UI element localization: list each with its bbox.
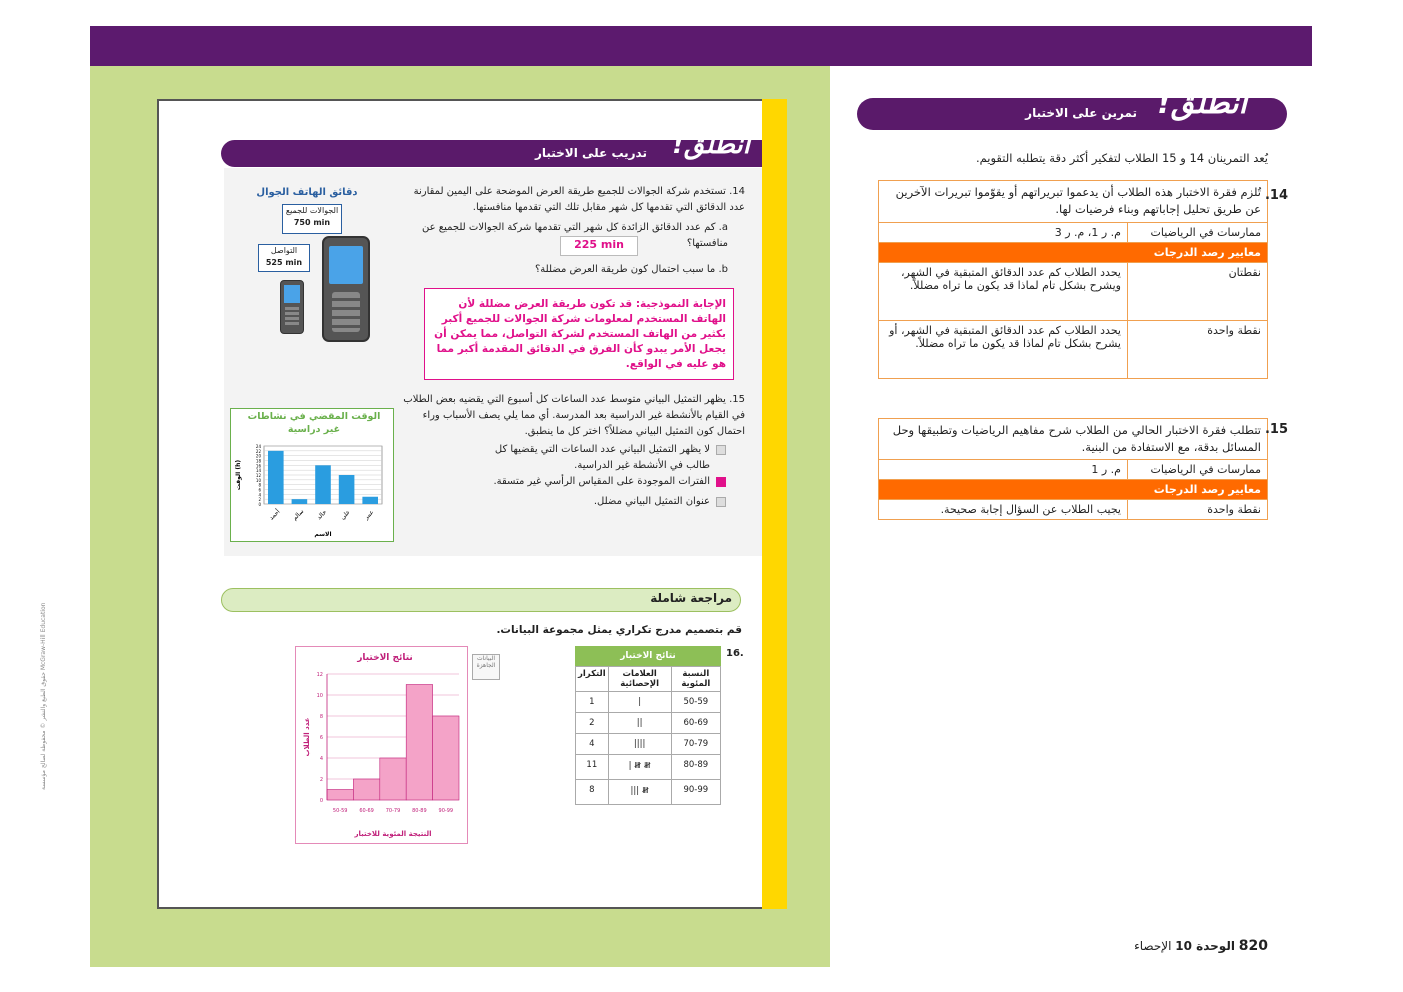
phone-small-value: 525 min: [265, 258, 303, 267]
exercise-description: تتطلب فقرة الاختبار الحالي من الطلاب شرح مفاهيم الرياضيات وتطبيقها وحل المسائل بدقة، مع الاستفادة من البنية.: [879, 419, 1268, 460]
intro-text: يُعد التمرينان 14 و 15 الطلاب لتفكير أكثر دقة يتطلبه التقويم.: [975, 151, 1268, 165]
table-cell-freq: 1: [576, 692, 609, 713]
bar: [353, 779, 379, 800]
rubric-title: معايير رصد الدرجات: [879, 243, 1268, 263]
y-tick-label: 0: [258, 502, 261, 507]
table-header: العلامات الإحصائية: [608, 667, 671, 692]
table-row: [576, 734, 721, 755]
phone-large-callout: [282, 204, 342, 234]
option-1: لا يظهر التمثيل البياني عدد الساعات التي يقضيها كل طالب في الأنشطة غير الدراسية.: [494, 444, 710, 471]
page-number: 820: [1238, 938, 1268, 954]
x-tick-label: 90-99: [438, 808, 454, 814]
bar: [380, 758, 406, 800]
table-header: النسبة المئوية: [671, 667, 720, 692]
top-band: [90, 26, 1312, 66]
rubric-score: نقطة واحدة: [1128, 500, 1268, 520]
banner-brand: انطلق!: [672, 130, 750, 160]
question-14a: a. كم عدد الدقائق الزائدة كل شهر التي تقدمها شركة الجوالات للجميع عن منافستها؟: [422, 222, 728, 249]
table-cell-tally: 𝍸 |||: [608, 780, 671, 805]
x-tick-label: علي: [339, 508, 352, 522]
y-tick-label: 8: [258, 482, 261, 488]
side-credit: حقوق الطبع والنشر © محفوظة لصالح مؤسسة McGraw-Hill Education: [40, 602, 47, 790]
question-16-number: 16.: [726, 648, 744, 659]
phone-small-callout: [258, 244, 310, 272]
x-tick-label: خالد: [315, 508, 329, 522]
activities-bar-chart: [232, 440, 392, 540]
phone-small-label: التواصل: [270, 246, 298, 255]
practice-label: ممارسات في الرياضيات: [1128, 460, 1268, 480]
bar: [315, 465, 331, 504]
y-tick-label: 20: [255, 453, 261, 459]
question-14: 14. تستخدم شركة الجوالات للجميع طريقة العرض الموضحة على اليمين لمقارنة عدد الدقائق التي تقدمها كل شهر مقابل تلك التي تقدمها منافستها.: [413, 186, 745, 213]
question-14b: b. ما سبب احتمال كون طريقة العرض مضللة؟: [534, 264, 728, 275]
banner-brand: انطلق!: [1157, 86, 1247, 121]
exercise-number: 15.: [1264, 422, 1288, 437]
phone-small-icon: [280, 280, 304, 334]
bar: [292, 499, 308, 504]
left-banner: [221, 130, 762, 167]
table-cell-tally: |: [608, 692, 671, 713]
x-tick-label: 50-59: [332, 808, 348, 814]
sticky-note: البيانات الجاهزة: [472, 654, 500, 680]
bar: [268, 451, 284, 504]
table-cell-range: 50-59: [671, 692, 720, 713]
y-axis-label: عدد الطلاب: [303, 717, 311, 757]
x-axis-label: النتيجة المئوية للاختبار: [354, 830, 432, 838]
x-tick-label: 80-89: [412, 808, 427, 814]
bar: [362, 497, 378, 504]
topic-label: الإحصاء: [1134, 939, 1172, 953]
results-table: [575, 646, 721, 805]
y-tick-label: 10: [255, 477, 261, 483]
practice-value: م. ر 1، م. ر 3: [879, 223, 1128, 243]
x-tick-label: أحمد: [268, 508, 282, 522]
y-tick-label: 12: [255, 473, 261, 478]
banner-text: تمرين على الاختبار: [1025, 106, 1137, 120]
table-cell-freq: 4: [576, 734, 609, 755]
table-cell-tally: ||: [608, 713, 671, 734]
review-title: مراجعة شاملة: [650, 591, 732, 605]
table-title: نتائج الاختبار: [575, 646, 721, 666]
table-header: التكرار: [576, 667, 609, 692]
y-tick-label: 16: [255, 463, 261, 469]
exercise-description: تُلزم فقرة الاختبار هذه الطلاب أن يدعموا تبريراتهم أو يقوّموا تبريرات الآخرين عن طريق تحليل إجاباتهم وبناء فرضيات لها.: [879, 181, 1268, 223]
table-row: [576, 755, 721, 780]
practice-value: م. ر 1: [879, 460, 1128, 480]
rubric-score: نقطتان: [1128, 263, 1268, 321]
rubric-desc: يحدد الطلاب كم عدد الدقائق المتبقية في الشهر، أو يشرح بشكل تام لماذا قد يكون ما تراه مضللاً.: [879, 321, 1128, 379]
x-tick-label: عمر: [363, 508, 376, 522]
table-row: [576, 692, 721, 713]
y-tick-label: 0: [319, 798, 323, 804]
model-answer: الإجابة النموذجية: قد تكون طريقة العرض مضللة لأن الهاتف المستخدم لمعلومات شركة الجوالات للجميع أكبر بكثير من الهاتف المستخدم لشركة التواصل، مما يمكن أن يجعل الأمر يبدو كأن الفرق في الدقائق المقدمة أكبر مما هو عليه في الواقع.: [434, 298, 726, 370]
option-checkbox-checked[interactable]: [716, 477, 726, 487]
table-row: [576, 780, 721, 805]
bar: [433, 716, 459, 800]
table-cell-freq: 11: [576, 755, 609, 780]
option-3: عنوان التمثيل البياني مضلل.: [593, 496, 710, 507]
y-tick-label: 14: [255, 468, 261, 474]
y-tick-label: 2: [258, 497, 261, 503]
option-checkbox[interactable]: [716, 497, 726, 507]
table-cell-range: 70-79: [671, 734, 720, 755]
table-cell-freq: 8: [576, 780, 609, 805]
y-tick-label: 18: [255, 458, 261, 464]
exercise-14-block: [856, 180, 1288, 379]
table-cell-freq: 2: [576, 713, 609, 734]
table-cell-tally: 𝍸 𝍸 |: [608, 755, 671, 780]
x-tick-label: 70-79: [385, 808, 401, 814]
phone-large-value: 750 min: [293, 218, 331, 227]
table-cell-range: 90-99: [671, 780, 720, 805]
y-tick-label: 4: [258, 492, 261, 498]
y-tick-label: 2: [319, 777, 323, 783]
histogram-title: نتائج الاختبار: [357, 653, 413, 663]
option-2: الفترات الموجودة على المقياس الرأسي غير متسقة.: [493, 476, 710, 487]
bar: [327, 790, 353, 801]
y-tick-label: 10: [316, 693, 323, 699]
table-cell-tally: ||||: [608, 734, 671, 755]
unit-label: الوحدة 10: [1175, 939, 1235, 953]
y-tick-label: 8: [319, 714, 323, 720]
review-instruction: قم بتصميم مدرج تكراري يمثل مجموعة البيانات.: [496, 624, 742, 636]
y-tick-label: 6: [258, 487, 261, 493]
rubric-desc: يحدد الطلاب كم عدد الدقائق المتبقية في الشهر، ويشرح بشكل تام لماذا قد يكون ما تراه مضللاً.: [879, 263, 1128, 321]
y-tick-label: 4: [319, 756, 323, 762]
table-cell-range: 60-69: [671, 713, 720, 734]
phone-large-label: الجوالات للجميع: [285, 206, 339, 215]
exercise-number: 14.: [1264, 188, 1288, 203]
y-tick-label: 24: [255, 444, 261, 449]
banner-text: تدريب على الاختبار: [534, 146, 647, 160]
exercise-15-block: [856, 418, 1288, 520]
table-row: [576, 713, 721, 734]
x-tick-label: سالم: [291, 507, 306, 522]
table-cell-range: 80-89: [671, 755, 720, 780]
rubric-desc: يجيب الطلاب عن السؤال إجابة صحيحة.: [879, 500, 1128, 520]
question-15: 15. يظهر التمثيل البياني متوسط عدد الساعات كل أسبوع التي يقضيه بعض الطلاب في القيام بالأنشطة غير الدراسية بعد المدرسة. أي مما يلي يصف الأسباب وراء احتمال كون التمثيل البياني مضللاً؟ اختر كل ما ينطبق.: [403, 394, 745, 437]
rubric-title: معايير رصد الدرجات: [879, 480, 1268, 500]
phone-large-icon: [322, 236, 370, 342]
bar: [339, 475, 355, 504]
phone-display-title: دقائق الهاتف الجوال: [256, 187, 358, 198]
right-banner: [857, 86, 1287, 130]
option-checkbox[interactable]: [716, 445, 726, 455]
y-tick-label: 22: [255, 448, 261, 454]
x-tick-label: 60-69: [359, 808, 374, 814]
bar: [406, 685, 432, 801]
page-footer: [1100, 938, 1268, 954]
y-tick-label: 6: [319, 735, 323, 741]
test-results-histogram: [297, 664, 467, 842]
y-tick-label: 12: [316, 672, 323, 678]
answer-14a: 225 min: [574, 238, 624, 251]
yellow-stripe: [762, 99, 787, 909]
y-axis-label: الوقت (h): [235, 459, 242, 491]
chart1-title: الوقت المقضي في نشاطات غير دراسية: [247, 411, 381, 435]
practice-label: ممارسات في الرياضيات: [1128, 223, 1268, 243]
x-axis-label: الاسم: [314, 531, 332, 538]
rubric-score: نقطة واحدة: [1128, 321, 1268, 379]
